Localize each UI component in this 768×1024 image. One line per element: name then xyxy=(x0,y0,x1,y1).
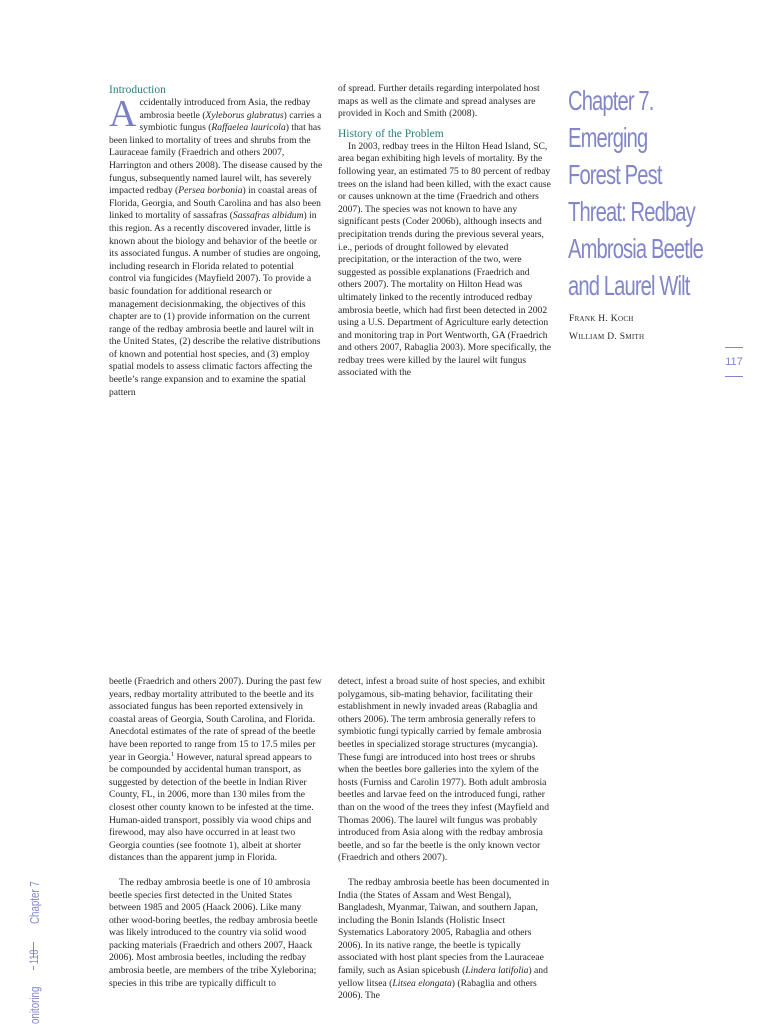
history-column xyxy=(338,83,552,380)
sidebar-page-number: 118 xyxy=(27,949,41,964)
sidebar-divider-bottom xyxy=(33,966,34,970)
history-heading: History of the Problem xyxy=(338,127,444,140)
bottom-left-column xyxy=(109,676,323,990)
native-range-paragraph: The redbay ambrosia beetle has been documented in India (the States of Assam and West Bengal), Bangladesh, Myanmar, Taiwan, and southern Japan, including the Bonin Islands (Holistic Insect Systematics Laboratory 2005, Rabaglia and others 2006). In its native range, the beetle is typically associated with host plant species from the Lauraceae family, such as Asian spicebush (Lindera latifolia) and yellow litsea (Litsea elongata) (Rabaglia and others 2006). The xyxy=(338,876,550,1002)
intro-column xyxy=(109,83,323,399)
chapter-title: Chapter 7. Emerging Forest Pest Threat: Redbay Ambrosia Beetle and Laurel Wilt xyxy=(568,85,703,301)
bottom-right-column xyxy=(338,676,552,1003)
sidebar-chapter-label: Chapter 7 xyxy=(27,881,42,924)
history-paragraph: In 2003, redbay trees in the Hilton Head Island, SC, area began exhibiting high levels of mortality. By the following year, an estimated 75 to 80 percent of redbay trees on the island had been killed, with the exact cause or causes unknown at the time (Fraedrich and others 2007). The species was not known to have any significant pests (Coder 2006b), although insects and precipitation trends during the previous several years, i.e., periods of drought followed by elevated precipitation, or the interaction of the two, were suggested as possible explanations (Fraedrich and others 2007). The mortality on Hilton Head was ultimately linked to the recently introduced redbay ambrosia beetle, which had first been detected in 2002 using a U.S. Department of Agriculture early detection and monitoring trap in Port Wentworth, GA (Fraedrich and others 2007, Rabaglia 2003). More specifically, the redbay trees were killed by the laurel wilt fungus associated with the xyxy=(338,140,552,379)
introduction-heading: Introduction xyxy=(109,84,166,96)
introduction-paragraph: Accidentally introduced from Asia, the redbay ambrosia beetle (Xyleborus glabratus) carries a symbiotic fungus (Raffaelea lauricola) that has been linked to mortality of trees and shrubs from the Lauraceae family (Fraedrich and others 2007, Harrington and others 2008). The disease caused by the fungus, subsequently named laurel wilt, has severely impacted redbay (Persea borbonia) in coastal areas of Florida, Georgia, and South Carolina and has also been linked to mortality of sassafras (Sassafras albidum) in this region. As a recently discovered invader, little is known about the biology and behavior of the beetle or its associated fungus. A number of studies are ongoing, including research in Florida related to potential control via fungicides (Mayfield 2007). To provide a basic foundation for additional research or management decisionmaking, the objectives of this chapter are to (1) provide information on the current range of the redbay ambrosia beetle and laurel wilt in the United States, (2) describe the relative distributions of known and potential host species, and (3) employ spatial models to assess climatic factors affecting the beetle’s range expansion and to examine the spatial pattern xyxy=(109,93,323,398)
footnote-marker: 1 xyxy=(170,750,175,758)
drop-cap: A xyxy=(109,93,137,135)
ambrosia-paragraph: detect, infest a broad suite of host species, and exhibit polygamous, sib-mating behavior, facilitating their establishment in newly invaded areas (Rabaglia and others 2006). The term ambrosia generally refers to symbiotic fungi typically carried by female ambrosia beetles in specialized storage structures (mycangia). These fungi are introduced into host trees or shrubs when the beetles bore galleries into the xylem of the hosts (Furniss and Carolin 1977). Both adult ambrosia beetles and larvae feed on the introduced fungi, rather than on the wood of the trees they infest (Mayfield and Thomas 2006). The laurel wilt fungus was probably introduced from Asia along with the redbay ambrosia beetle, and so far the beetle is the only known vector (Fraedrich and others 2007). xyxy=(338,676,550,864)
author-2: William D. Smith xyxy=(569,332,645,342)
author-1: Frank H. Koch xyxy=(569,314,634,324)
species-paragraph: The redbay ambrosia beetle is one of 10 ambrosia beetle species first detected in the United States between 1985 and 2005 (Haack 2006). Like many other wood-boring beetles, the redbay ambrosia beetle was likely introduced to the country via solid wood packing materials (Fraedrich and others 2007, Haack 2006). Most ambrosia beetles, including the redbay ambrosia beetle, are members of the tribe Xyleborina; species in this tribe are typically difficult to xyxy=(109,876,318,989)
page-number-right: 117 xyxy=(725,347,743,377)
spread-paragraph: beetle (Fraedrich and others 2007). During the past few years, redbay mortality attributed to the beetle and its associated fungus has been reported extensively in coastal areas of Georgia, South Carolina, and Florida. Anecdotal estimates of the rate of spread of the beetle have been reported to range from 15 to 17.5 miles per year in Georgia.$^1$ However, natural spread appears to be compounded by accidental human transport, as suggested by detection of the beetle in Indian River County, FL, in 2006, more than 130 miles from the closest other county known to be infested at the time. Human-aided transport, possibly via wood chips and firewood, may also have occurred in at least two Georgia counties (see footnote 1), albeit at shorter distances than the apparent jump in Florida. xyxy=(109,676,322,864)
continuation-paragraph: of spread. Further details regarding interpolated host maps as well as the climate and spread analyses are provided in Koch and Smith (2008). xyxy=(338,83,540,120)
sidebar-running-label: onitoring xyxy=(27,986,42,1024)
